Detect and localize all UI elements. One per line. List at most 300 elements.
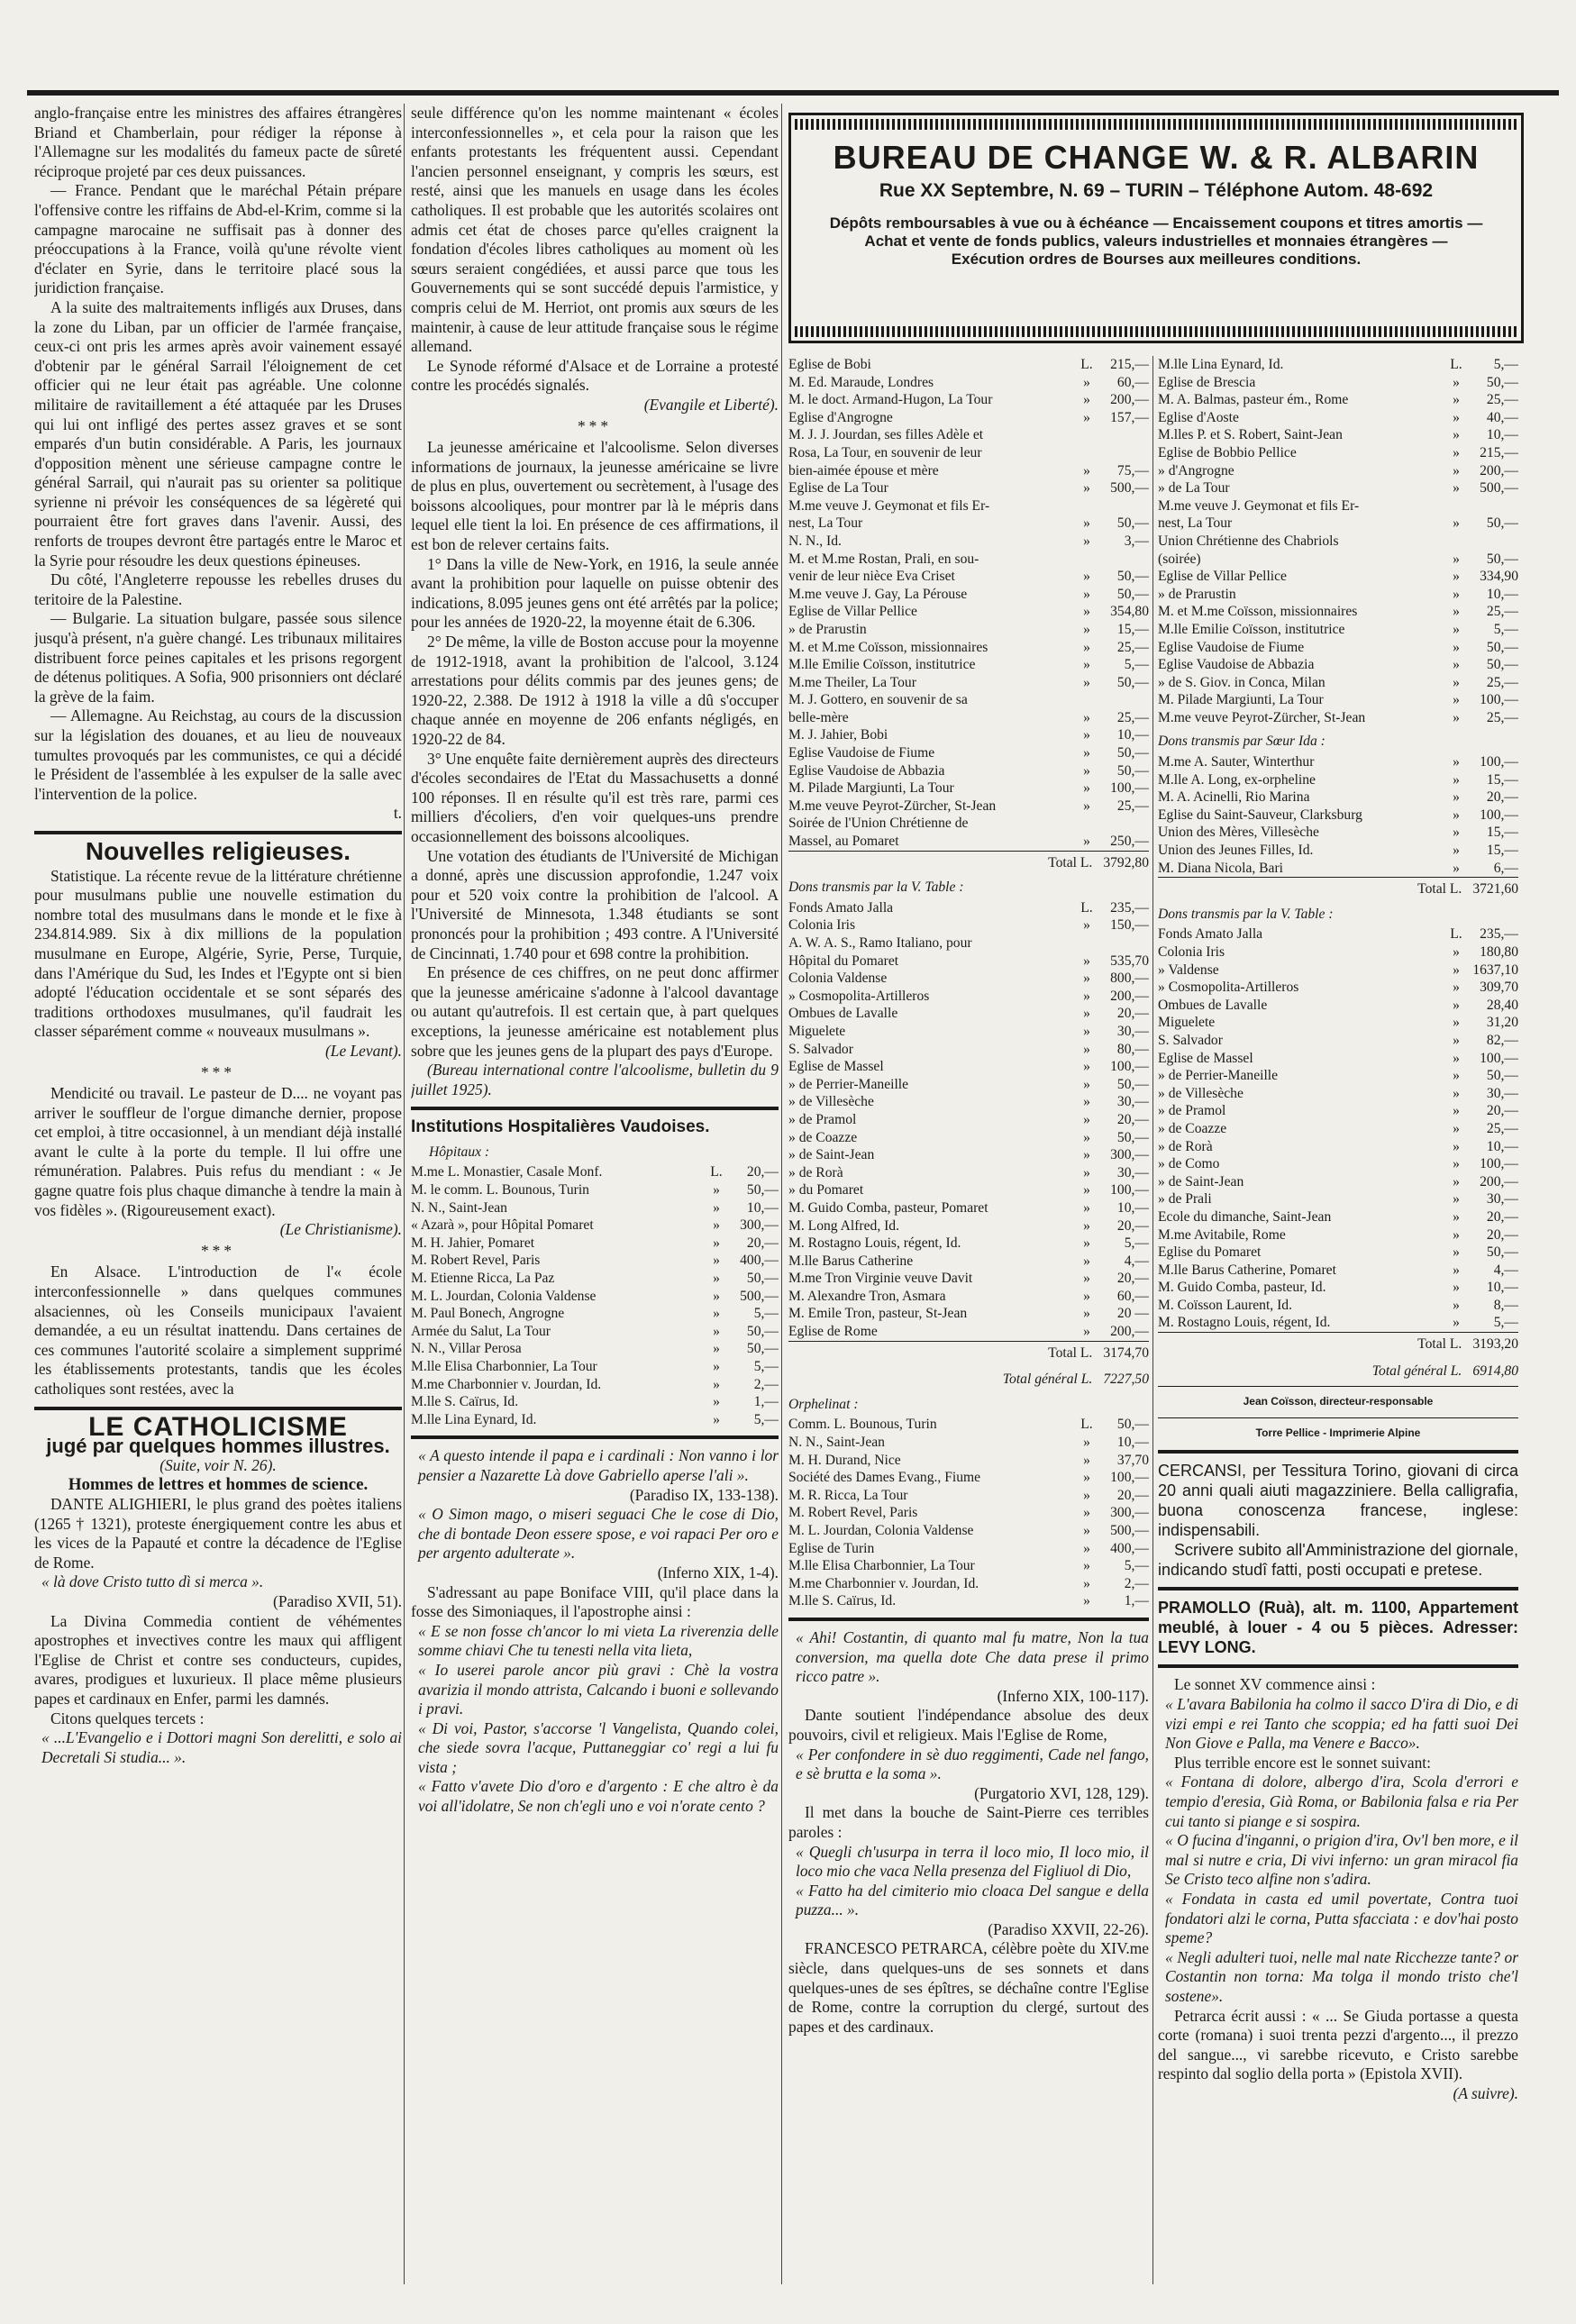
currency-mark: » xyxy=(1083,1470,1090,1486)
amount xyxy=(1097,691,1149,709)
currency-mark: » xyxy=(1453,1208,1460,1225)
section-rule xyxy=(1158,1587,1518,1590)
donor-name: Eglise de La Tour xyxy=(788,480,888,497)
amount: 500,— xyxy=(1110,1523,1149,1538)
list-item xyxy=(1158,674,1518,692)
donor-name: M. Alexandre Tron, Asmara xyxy=(788,1288,946,1304)
list-item xyxy=(788,1288,1149,1306)
currency-mark: » xyxy=(1083,1147,1090,1163)
amount: 500,— xyxy=(740,1288,779,1304)
amount: 500,— xyxy=(1480,480,1518,497)
currency-mark: » xyxy=(713,1182,720,1198)
quote: « Per confondere in sè duo reggimenti, Cade nel fango, e sè brutta e la soma ». xyxy=(796,1745,1149,1783)
paragraph-bulgarie: — Bulgarie. La situation bulgare, passée sous silence jusqu'à présent, n'a guère changé. Les tribunaux militaires distribuent force peines capitales et les prisons regorgent de détenus politiques. A Sofia, 900 prisonniers ont déclaré la grève de la faim. xyxy=(34,609,402,706)
list-item xyxy=(1158,1208,1518,1226)
amount: 25,— xyxy=(1116,709,1149,725)
donor-name: M.me L. Monastier, Casale Monf. xyxy=(411,1164,603,1180)
currency-mark: » xyxy=(1083,392,1090,408)
list-item xyxy=(788,1504,1149,1522)
currency-mark: » xyxy=(1083,971,1090,987)
responsable-line: Jean Coïsson, directeur-responsable xyxy=(1243,1395,1434,1408)
amount: 5,— xyxy=(1124,1558,1149,1574)
list-item xyxy=(788,952,1149,971)
currency-mark: » xyxy=(1453,825,1460,841)
donor-name: » de Rorà xyxy=(1158,1138,1213,1154)
donor-name: M. et M.me Coïsson, missionnaires xyxy=(1158,604,1358,620)
column-rule xyxy=(781,104,782,2284)
list-item xyxy=(1158,462,1518,480)
quote: « O Simon mago, o miseri seguaci Che le cose di Dio, che di bontade Deon essere spose, e voi rapaci Per oro e per argento adulterate ». xyxy=(418,1505,779,1563)
list-item xyxy=(788,1023,1149,1041)
section-rule xyxy=(411,1435,779,1439)
paragraph-allemagne: — Allemagne. Au Reichstag, au cours de la discussion sur la législation des douanes, et au lieu de nouveaux tumultes provoqués par les communistes, ce qui a décidé le Président de l'assemblée à les expulser de la salle avec l'intervention de la police. xyxy=(34,706,402,803)
currency-mark: » xyxy=(1453,1315,1460,1331)
donor-name: » de La Tour xyxy=(1158,480,1230,497)
amount: 8,— xyxy=(1493,1297,1518,1313)
currency-mark: » xyxy=(713,1217,720,1234)
currency-mark: » xyxy=(713,1271,720,1287)
signature: t. xyxy=(393,804,402,823)
amount: 15,— xyxy=(1486,825,1518,841)
quote: « O fucina d'inganni, o prigion d'ira, Ov'l ben more, e il mal si nutre e cria, Di vivi inferno: un gran miracol fia Se Cristo teco alfine non s'adira. xyxy=(1165,1831,1518,1889)
amount: 300,— xyxy=(740,1217,779,1234)
currency-mark xyxy=(1077,551,1097,569)
currency-mark: » xyxy=(1083,1271,1090,1287)
amount: 50,— xyxy=(1486,1244,1518,1261)
amount: 215,— xyxy=(1110,357,1149,372)
amount: 5,— xyxy=(1493,621,1518,637)
currency-mark: » xyxy=(1453,604,1460,620)
amount: 50,— xyxy=(746,1341,779,1357)
donor-name: » de S. Giov. in Conca, Milan xyxy=(1158,674,1325,690)
list-item xyxy=(788,815,1149,833)
list-item xyxy=(1158,788,1518,807)
amount: 200,— xyxy=(1110,1324,1149,1340)
donor-name: M.me Tron Virginie veuve Davit xyxy=(788,1271,973,1287)
list-item xyxy=(1158,1262,1518,1280)
amount: 4,— xyxy=(1124,1253,1149,1269)
list-item xyxy=(788,533,1149,551)
donor-name: » de Rorà xyxy=(788,1164,843,1180)
paragraph-2: 2° De même, la ville de Boston accuse pour la moyenne de 1912-1918, avant la prohibition de l'alcool, 3.124 arrestations pour délits commis par des jeunes gens; de 1920-22, 2.388. De 1912 à 1918 la ville a dû s'occuper chaque année en moyenne de 206 enfants négligés, en 1920-22 de 84. xyxy=(411,633,779,748)
donor-name: M. le doct. Armand-Hugon, La Tour xyxy=(788,392,993,408)
amount xyxy=(1097,815,1149,833)
list-item xyxy=(1158,824,1518,842)
list-item xyxy=(788,1129,1149,1147)
currency-mark: » xyxy=(1083,621,1090,637)
amount: 28,40 xyxy=(1486,997,1518,1013)
paragraph-pierre: Il met dans la bouche de Saint-Pierre ces terribles paroles : xyxy=(788,1803,1149,1841)
list-item xyxy=(1158,586,1518,604)
amount: 20 — xyxy=(1116,1306,1149,1322)
list-item xyxy=(1158,656,1518,674)
currency-mark: » xyxy=(1453,674,1460,690)
donor-name: M. Guido Comba, pasteur, Pomaret xyxy=(788,1199,988,1216)
list-item xyxy=(1158,568,1518,586)
amount: 82,— xyxy=(1486,1032,1518,1048)
currency-mark: » xyxy=(1453,789,1460,806)
currency-mark: » xyxy=(1083,586,1090,602)
donor-name: Ombues de Lavalle xyxy=(1158,997,1268,1013)
hopitaux-heading: Hôpitaux : xyxy=(429,1144,490,1160)
donor-name: Eglise de Rome xyxy=(788,1324,878,1340)
list-item xyxy=(411,1270,779,1288)
list-item xyxy=(1158,1085,1518,1103)
ad-address: Rue XX Septembre, N. 69 – TURIN – Téléphone Autom. 48-692 xyxy=(879,180,1434,201)
newspaper-page xyxy=(27,86,1559,2302)
column-2 xyxy=(411,104,779,2293)
suite-note: (Suite, voir N. 26). xyxy=(159,1455,277,1474)
currency-mark: » xyxy=(1083,515,1090,532)
donor-name: M.lle Emilie Coïsson, institutrice xyxy=(788,657,976,673)
quote: « L'avara Babilonia ha colmo il sacco D'ira di Dio, e di vizi empi e rei Tanto che scoppia; ed ha fatti suoi Dei Non Giove e Palla, ma Venere e Bacco». xyxy=(1165,1695,1518,1753)
paragraph-statistique: Statistique. La récente revue de la littérature chrétienne pour musulmans publie une nouvelle estimation du nombre total des musulmans dans le monde et le fixe à 234.814.989. Six à dix millions de la population musulmane en Europe, Algérie, Syrie, Perse, Turquie, dans l'Amérique du Sud, les Indes et l'Egypte ont si bien adopté l'éducation occidentale et se sont séparés des traditions orthodoxes musulmanes, qu'il faudrait les classer séparément comme « nouveaux musulmans ». xyxy=(34,866,402,1041)
donor-name: » de Prali xyxy=(1158,1191,1212,1208)
currency-mark: » xyxy=(1083,1452,1090,1468)
amount: 20,— xyxy=(1116,1271,1149,1287)
list-item xyxy=(1158,515,1518,533)
amount: 5,— xyxy=(1493,1315,1518,1331)
currency-mark: » xyxy=(1453,709,1460,725)
currency-mark: » xyxy=(1083,639,1090,655)
donor-name: S. Salvador xyxy=(788,1041,853,1057)
total-row: Total L. 3721,60 xyxy=(1158,877,1518,899)
list-item xyxy=(788,1235,1149,1253)
donor-name: » de Prarustin xyxy=(1158,586,1236,602)
quote: « Negli adulteri tuoi, nelle mal nate Ricchezze tante? or Costantin non torna: Ma tolga il mondo tristo che'l sostene». xyxy=(1165,1947,1518,2005)
currency-mark: » xyxy=(1453,771,1460,788)
list-item xyxy=(788,1217,1149,1235)
amount: 20,— xyxy=(746,1235,779,1251)
donor-name: venir de leur nièce Eva Criset xyxy=(788,569,955,585)
amount: 150,— xyxy=(1110,917,1149,934)
currency-mark: » xyxy=(1083,462,1090,478)
donor-name: (soirée) xyxy=(1158,551,1201,567)
amount: 80,— xyxy=(1116,1041,1149,1057)
amount: 1,— xyxy=(753,1394,779,1410)
currency-mark: » xyxy=(1083,988,1090,1004)
currency-mark: » xyxy=(1453,409,1460,425)
list-item xyxy=(788,1540,1149,1558)
list-item xyxy=(1158,426,1518,444)
list-item xyxy=(1158,1226,1518,1244)
list-item xyxy=(788,726,1149,744)
source-ref: (Paradiso XVII, 51). xyxy=(273,1591,402,1610)
currency-mark: » xyxy=(1083,1540,1090,1556)
list-item xyxy=(1158,533,1518,551)
ad-text: Dépôts remboursables à vue ou à échéance — Encaissement coupons et titres amortis — Achat et vente de fonds publics, valeurs industrielles et monnaies étrangères — Exécution ordres de Bourses aux meilleures conditions. xyxy=(829,214,1483,268)
amount: 50,— xyxy=(746,1271,779,1287)
donor-name: M. Rostagno Louis, régent, Id. xyxy=(788,1235,961,1252)
list-item xyxy=(1158,860,1518,878)
donor-name: M.lle Elisa Charbonnier, La Tour xyxy=(411,1359,597,1374)
donor-name: M.me veuve Peyrot-Zürcher, St-Jean xyxy=(788,797,997,814)
a-suivre: (A suivre). xyxy=(1453,2083,1518,2102)
currency-mark: » xyxy=(1083,409,1090,425)
amount: 30,— xyxy=(1116,1164,1149,1180)
currency-mark: L. xyxy=(1080,1417,1093,1433)
list-item xyxy=(1158,1155,1518,1173)
list-item xyxy=(788,1041,1149,1059)
donations-list xyxy=(1158,753,1518,877)
bureau-de-change-ad xyxy=(788,113,1524,343)
currency-mark: » xyxy=(1083,1235,1090,1252)
paragraph-petrarca2: Petrarca écrit aussi : « ... Se Giuda portasse a questa corte (romana) i suoi trenta pezzi d'argento..., il prezzo del sangue..., vi sarebbe ricevuto, e Cristo sarebbe respinto dal soglio della porta » (Epistola XVII). xyxy=(1158,2006,1518,2083)
source-evangile: (Evangile et Liberté). xyxy=(643,395,779,414)
currency-mark: » xyxy=(1083,1324,1090,1340)
amount: 25,— xyxy=(1116,639,1149,655)
list-item xyxy=(411,1411,779,1429)
list-item xyxy=(1158,1050,1518,1068)
donor-name: N. N., Id. xyxy=(788,533,842,549)
donor-name: M.lle A. Long, ex-orpheline xyxy=(1158,771,1316,788)
currency-mark: » xyxy=(1083,1523,1090,1538)
currency-mark: » xyxy=(1453,1103,1460,1119)
currency-mark: » xyxy=(1083,657,1090,673)
currency-mark: » xyxy=(1453,462,1460,478)
currency-mark: » xyxy=(713,1411,720,1427)
donor-name: M. Rostagno Louis, régent, Id. xyxy=(1158,1315,1331,1331)
quote: « là dove Cristo tutto dì si merca ». xyxy=(41,1572,264,1591)
currency-mark: » xyxy=(713,1306,720,1322)
donor-name: M.me Charbonnier v. Jourdan, Id. xyxy=(788,1575,979,1591)
list-item xyxy=(788,1305,1149,1323)
orphelinat-list xyxy=(788,1416,1149,1610)
amount: 20,— xyxy=(1116,1487,1149,1503)
section-title: Hommes de lettres et hommes de science. xyxy=(68,1475,369,1495)
catholicisme-heading: LE CATHOLICISME xyxy=(88,1411,348,1442)
donor-name: Ecole du dimanche, Saint-Jean xyxy=(1158,1208,1332,1225)
list-item xyxy=(788,639,1149,657)
donor-name: M.lle Barus Catherine, Pomaret xyxy=(1158,1262,1336,1278)
currency-mark: » xyxy=(1083,797,1090,814)
list-item xyxy=(788,709,1149,727)
list-item xyxy=(788,833,1149,851)
amount: 100,— xyxy=(1110,1182,1149,1198)
column-4 xyxy=(1158,356,1518,2293)
ad-title: BUREAU DE CHANGE W. & R. ALBARIN xyxy=(833,139,1480,176)
currency-mark: L. xyxy=(1080,899,1093,916)
amount: 400,— xyxy=(1110,1540,1149,1556)
paragraph-sonnet: Le sonnet XV commence ainsi : xyxy=(1174,1675,1376,1694)
currency-mark: » xyxy=(1453,515,1460,532)
list-item xyxy=(788,1093,1149,1111)
amount: 354,80 xyxy=(1110,604,1149,620)
amount: 157,— xyxy=(1110,409,1149,425)
donor-name: M.me veuve J. Geymonat et fils Er- xyxy=(1158,497,1360,514)
amount: 50,— xyxy=(1486,551,1518,567)
section-rule xyxy=(1158,1664,1518,1668)
stars-separator: *** xyxy=(200,1062,236,1081)
currency-mark: » xyxy=(1083,1593,1090,1609)
amount: 334,90 xyxy=(1480,569,1518,585)
currency-mark: » xyxy=(1453,444,1460,460)
paragraph-jeunesse: La jeunesse américaine et l'alcoolisme. Selon diverses informations de journaux, la jeunesse américaine se livre de plus en plus, ouvertement ou secrètement, à l'usage des boissons alcooliques, pour montrer par là le mépris dans lequel elle tient la loi. En présence de ces affirmations, il est bon de relever certains faits. xyxy=(411,438,779,554)
donor-name: » Cosmopolita-Artilleros xyxy=(788,988,930,1004)
amount: 300,— xyxy=(1110,1147,1149,1163)
source-ref: (Inferno XIX, 100-117). xyxy=(997,1686,1149,1705)
source-bureau: (Bureau international contre l'alcoolisme, bulletin du 9 juillet 1925). xyxy=(411,1061,779,1098)
quote: « ...L'Evangelio e i Dottori magni Son derelitti, e solo ai Decretali Si studia... ». xyxy=(41,1728,402,1766)
amount: 25,— xyxy=(1486,709,1518,725)
paragraph-alsace: En Alsace. L'introduction de l'« école interconfessionnelle » dans quelques communes alsaciennes, où les Conseils municipaux l'avaient demandée, a eu un résultat inattendu. Dans certaines de ces communes l'autorité scolaire a simplement supprimé les établissements protestants, tandis que les écoles catholiques sont restées, avec la xyxy=(34,1262,402,1398)
list-item xyxy=(788,444,1149,462)
amount: 31,20 xyxy=(1486,1015,1518,1031)
amount: 5,— xyxy=(1124,657,1149,673)
paragraph-citons: Citons quelques tercets : xyxy=(50,1709,205,1727)
list-item xyxy=(788,1416,1149,1434)
amount: 100,— xyxy=(1110,780,1149,797)
amount xyxy=(1466,497,1518,515)
stars-separator: *** xyxy=(200,1241,236,1260)
total-general-row: Total général L. 7227,50 xyxy=(1002,1372,1149,1388)
amount xyxy=(1097,426,1149,444)
currency-mark: » xyxy=(1453,480,1460,497)
amount: 10,— xyxy=(746,1199,779,1216)
donor-name: M. A. Acinelli, Rio Marina xyxy=(1158,789,1310,806)
currency-mark: » xyxy=(1453,860,1460,876)
currency-mark: » xyxy=(1083,604,1090,620)
list-item xyxy=(411,1181,779,1199)
amount: 20,— xyxy=(1116,1006,1149,1022)
donor-name: » de Pramol xyxy=(788,1111,857,1127)
amount: 10,— xyxy=(1486,427,1518,443)
list-item xyxy=(1158,1120,1518,1138)
list-item xyxy=(788,656,1149,674)
list-item xyxy=(1158,979,1518,997)
list-item xyxy=(1158,997,1518,1015)
amount: 235,— xyxy=(1480,926,1518,943)
paragraph-angleterre: Du côté, l'Angleterre repousse les rebelles druses du teritoire de la Palestine. xyxy=(34,570,402,608)
source-ref: (Paradiso IX, 133-138). xyxy=(629,1485,779,1504)
list-item xyxy=(1158,691,1518,709)
list-item xyxy=(411,1323,779,1341)
imprimerie-line: Torre Pellice - Imprimerie Alpine xyxy=(1255,1426,1421,1439)
hopitaux-list xyxy=(411,1163,779,1428)
list-item xyxy=(1158,1297,1518,1315)
currency-mark: » xyxy=(1453,961,1460,978)
donor-name: » de Villesèche xyxy=(788,1094,874,1110)
currency-mark: » xyxy=(1453,1244,1460,1261)
list-item xyxy=(788,899,1149,917)
amount: 215,— xyxy=(1480,444,1518,460)
amount: 25,— xyxy=(1486,604,1518,620)
amount xyxy=(1466,533,1518,551)
amount: 100,— xyxy=(1110,1470,1149,1486)
currency-mark: » xyxy=(1453,1280,1460,1296)
donor-name: Eglise du Saint-Sauveur, Clarksburg xyxy=(1158,807,1362,823)
donor-name: M.lle S. Caïrus, Id. xyxy=(788,1593,897,1609)
currency-mark: » xyxy=(713,1341,720,1357)
donor-name: Fonds Amato Jalla xyxy=(1158,926,1263,943)
list-item xyxy=(1158,1190,1518,1208)
amount: 20,— xyxy=(1486,1208,1518,1225)
list-item xyxy=(788,1146,1149,1164)
list-item xyxy=(1158,1102,1518,1120)
donor-name: Union des Jeunes Filles, Id. xyxy=(1158,843,1314,859)
donor-name: » de Perrier-Maneille xyxy=(788,1076,909,1092)
currency-mark: » xyxy=(1453,551,1460,567)
currency-mark: » xyxy=(1083,1023,1090,1039)
amount: 30,— xyxy=(1486,1085,1518,1101)
amount: 50,— xyxy=(1116,515,1149,532)
donor-name: Eglise de Brescia xyxy=(1158,374,1256,390)
donor-name: M. Etienne Ricca, La Paz xyxy=(411,1271,555,1287)
list-item xyxy=(411,1288,779,1306)
amount: 15,— xyxy=(1116,621,1149,637)
currency-mark: » xyxy=(1453,692,1460,708)
amount: 10,— xyxy=(1116,727,1149,743)
donor-name: M.me A. Sauter, Winterthur xyxy=(1158,754,1315,770)
donor-name: M.lle Elisa Charbonnier, La Tour xyxy=(788,1558,975,1574)
list-item xyxy=(1158,753,1518,771)
list-item xyxy=(1158,1067,1518,1085)
stars-separator: *** xyxy=(577,416,613,435)
donor-name: M. le comm. L. Bounous, Turin xyxy=(411,1182,589,1198)
paragraph-1: 1° Dans la ville de New-York, en 1916, la seule année avant la prohibition pour laquelle on puisse obtenir des indications, 8.095 jeunes gens ont été arrêtés par la police; pour les années de 1920-22, la moyenne était de 6.306. xyxy=(411,554,779,632)
list-item xyxy=(788,1253,1149,1271)
donor-name: Eglise de Turin xyxy=(788,1540,875,1556)
list-item xyxy=(788,1469,1149,1487)
list-item xyxy=(1158,1173,1518,1191)
currency-mark: » xyxy=(1453,807,1460,823)
source-christianisme: (Le Christianisme). xyxy=(279,1220,402,1239)
list-item xyxy=(411,1217,779,1235)
list-item xyxy=(788,586,1149,604)
donor-name: Ombues de Lavalle xyxy=(788,1006,898,1022)
list-item xyxy=(1158,551,1518,569)
amount: 10,— xyxy=(1486,586,1518,602)
donor-name: Eglise Vaudoise de Fiume xyxy=(788,745,935,761)
amount: 200,— xyxy=(1480,1173,1518,1189)
currency-mark: » xyxy=(1453,1120,1460,1136)
section-rule xyxy=(788,1618,1149,1621)
paragraph-mendicite: Mendicité ou travail. Le pasteur de D.... ne voyant pas arriver le souffleur de l'orgue dimanche dernier, propose cet emploi, à titre occasionnel, à un mendiant déjà installé avant le culte à la porte du temple. Il lui offre une rémunération. Palabres. Puis refus du mendiant : « Je gagne quatre fois plus chaque dimanche à tendre la main à vos fidèles ». (Rigoureusement exact). xyxy=(34,1084,402,1219)
list-item xyxy=(1158,391,1518,409)
quote: « E se non fosse ch'ancor lo mi vieta La riverenzia delle somme chiavi Che tu tenesti nella vita lieta, xyxy=(418,1621,779,1660)
amount: 535,70 xyxy=(1110,952,1149,969)
donor-name: M. J. Jahier, Bobi xyxy=(788,727,888,743)
list-item xyxy=(788,1575,1149,1593)
paragraph-seule: seule différence qu'on les nomme maintenant « écoles interconfessionnelles », et cela pour la raison que les enfants protestants les fréquentent aussi. Cependant l'ancien personnel enseignant, y compris les sœurs, est resté, ainsi que les manuels en usage dans les écoles catholiques. Il est probable que les autorités scolaires ont admis cet état de choses parce qu'elles craignent la fondation d'écoles libres catholiques au moment où les sœurs seraient congédiées, et aussi parce que tous les Gouvernements qui se sont succédé depuis l'armistice, y compris celui de M. Herriot, ont promis aux sœurs de les maintenir, à cause de leur attitude française sous le régime allemand. xyxy=(411,104,779,356)
amount: 50,— xyxy=(1116,569,1149,585)
donor-name: M. Robert Revel, Paris xyxy=(411,1253,541,1269)
donor-name: M. Diana Nicola, Bari xyxy=(1158,860,1284,876)
amount: 50,— xyxy=(1116,1417,1149,1433)
donor-name: Miguelete xyxy=(788,1023,846,1039)
list-item xyxy=(788,1487,1149,1505)
currency-mark: » xyxy=(713,1323,720,1339)
list-item xyxy=(1158,709,1518,727)
currency-mark: » xyxy=(1083,727,1090,743)
currency-mark: » xyxy=(1453,1262,1460,1278)
amount: 3,— xyxy=(1124,533,1149,549)
amount: 50,— xyxy=(1116,1076,1149,1092)
list-item xyxy=(411,1340,779,1358)
dons-heading: Dons transmis par la V. Table : xyxy=(1158,906,1334,922)
currency-mark: » xyxy=(1083,1094,1090,1110)
donor-name: M.me Charbonnier v. Jourdan, Id. xyxy=(411,1376,602,1392)
list-item xyxy=(1158,1032,1518,1050)
list-item xyxy=(788,988,1149,1006)
paragraph-synode: Le Synode réformé d'Alsace et de Lorraine a protesté contre les procédés signalés. xyxy=(411,356,779,395)
currency-mark: » xyxy=(1453,1173,1460,1189)
amount: 1637,10 xyxy=(1472,961,1518,978)
currency-mark: » xyxy=(1453,427,1460,443)
donor-name: N. N., Saint-Jean xyxy=(788,1435,885,1451)
currency-mark: » xyxy=(1083,1217,1090,1234)
list-item xyxy=(411,1305,779,1323)
